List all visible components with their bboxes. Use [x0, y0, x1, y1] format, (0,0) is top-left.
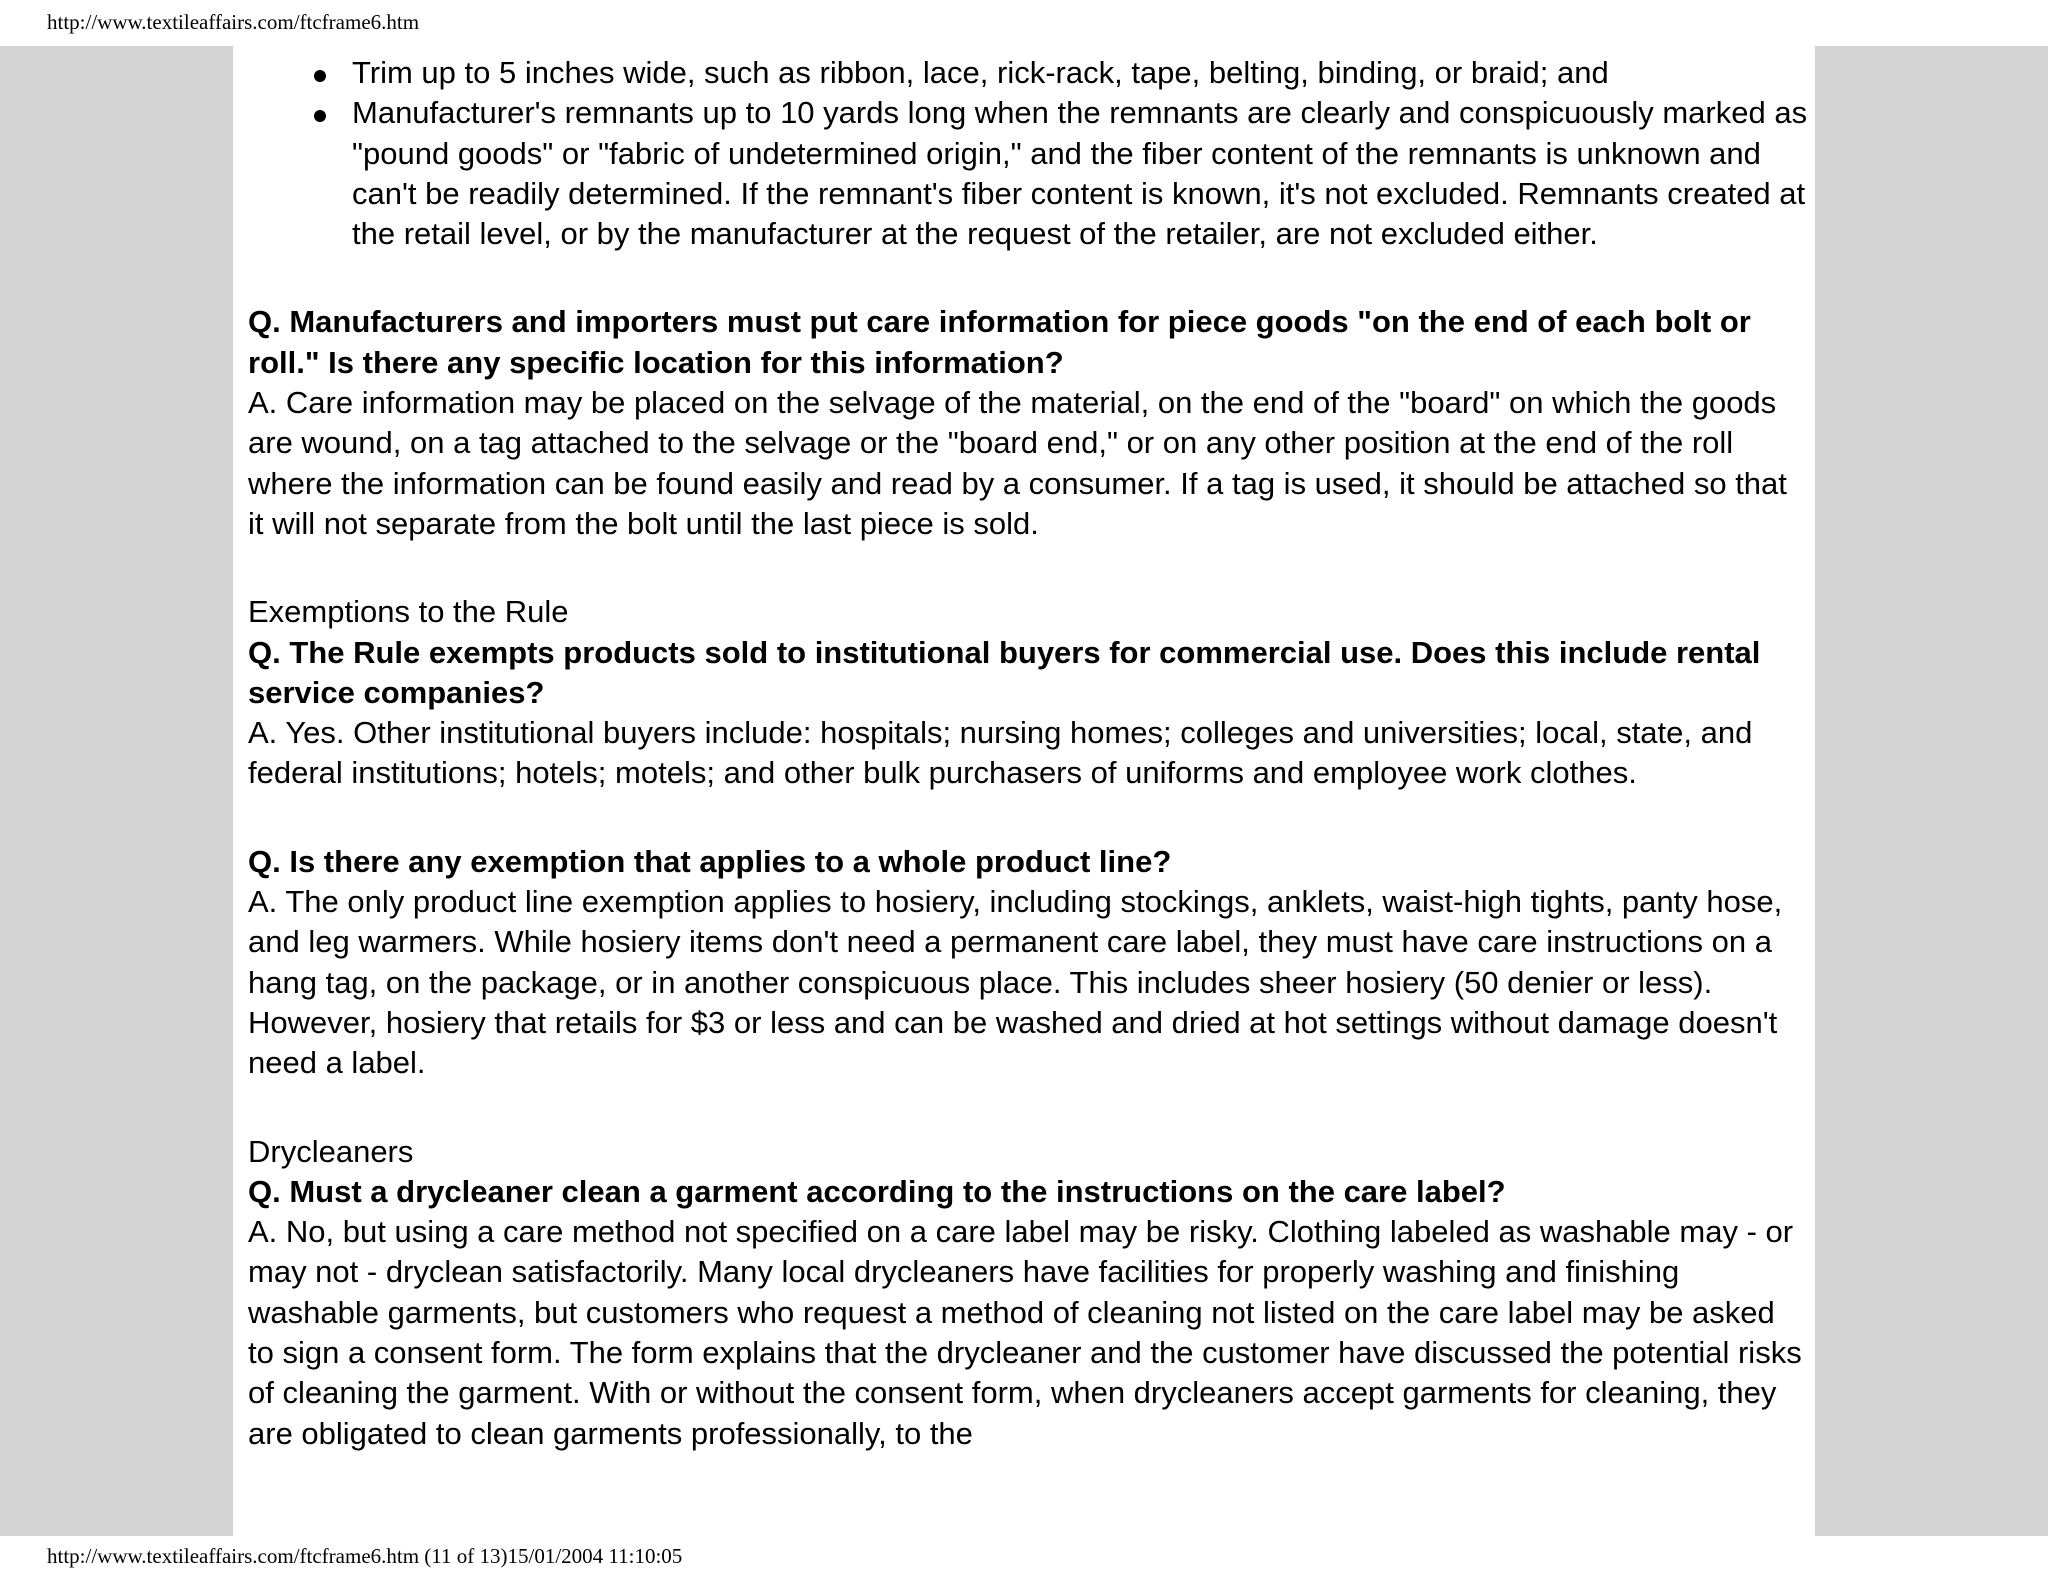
question: Q. Must a drycleaner clean a garment according to the instructions on the care label?	[248, 1173, 1506, 1209]
answer: A. The only product line exemption applies to hosiery, including stockings, anklets, waist-high tights, panty hose, and leg warmers. While hosiery items don't need a permanent care label, they must have care instructions on a hang tag, on the package, or in another conspicuous place. This includes sheer hosiery (50 denier or less). However, hosiery that retails for $3 or less and can be washed and dried at hot settings without damage doesn't need a label.	[248, 884, 1783, 1081]
page-url-header: http://www.textileaffairs.com/ftcframe6.htm	[47, 10, 420, 34]
answer: A. No, but using a care method not specified on a care label may be risky. Clothing labeled as washable may - or may not - dryclean satisfactorily. Many local drycleaners have facilities for properly washing and finishing washable garments, but customers who request a method of cleaning not listed on the care label may be asked to sign a consent form. The form explains that the drycleaner and the customer have discussed the potential risks of cleaning the garment. With or without the consent form, when drycleaners accept garments for cleaning, they are obligated to clean garments professionally, to the	[248, 1214, 1802, 1451]
section-heading-drycleaners: Drycleaners	[248, 1133, 414, 1169]
exclusion-list	[248, 53, 1808, 254]
qa-block	[248, 302, 1808, 544]
list-item-text: Trim up to 5 inches wide, such as ribbon, lace, rick-rack, tape, belting, binding, or braid; and	[352, 55, 1609, 90]
question: Q. Manufacturers and importers must put care information for piece goods "on the end of each bolt or roll." Is there any specific location for this information?	[248, 304, 1751, 380]
qa-block	[248, 1172, 1808, 1454]
answer: A. Yes. Other institutional buyers include: hospitals; nursing homes; colleges and universities; local, state, and federal institutions; hotels; motels; and other bulk purchasers of uniforms and employee work clothes.	[248, 715, 1753, 791]
page-content	[233, 46, 1815, 1536]
qa-block	[248, 842, 1808, 1084]
list-item	[248, 53, 1808, 93]
page-url-footer: http://www.textileaffairs.com/ftcframe6.htm (11 of 13)15/01/2004 11:10:05	[47, 1544, 683, 1568]
list-item-text: Manufacturer's remnants up to 10 yards long when the remnants are clearly and conspicuously marked as "pound goods" or "fabric of undetermined origin," and the fiber content of the remnants is unknown and can't be readily determined. If the remnant's fiber content is known, it's not excluded. Remnants created at the retail level, or by the manufacturer at the request of the retailer, are not excluded either.	[352, 95, 1808, 252]
answer: A. Care information may be placed on the selvage of the material, on the end of the "board" on which the goods are wound, on a tag attached to the selvage or the "board end," or on any other position at the end of the roll where the information can be found easily and read by a consumer. If a tag is used, it should be attached so that it will not separate from the bolt until the last piece is sold.	[248, 385, 1787, 541]
question: Q. Is there any exemption that applies to a whole product line?	[248, 843, 1172, 879]
bullet-icon	[314, 110, 326, 122]
faq-text	[248, 53, 1808, 1454]
question: Q. The Rule exempts products sold to institutional buyers for commercial use. Does this include rental service companies?	[248, 634, 1761, 710]
qa-block	[248, 633, 1808, 794]
print-area	[0, 46, 2048, 1536]
list-item	[248, 93, 1808, 254]
bullet-icon	[314, 70, 326, 82]
section-heading-exemptions: Exemptions to the Rule	[248, 594, 569, 630]
